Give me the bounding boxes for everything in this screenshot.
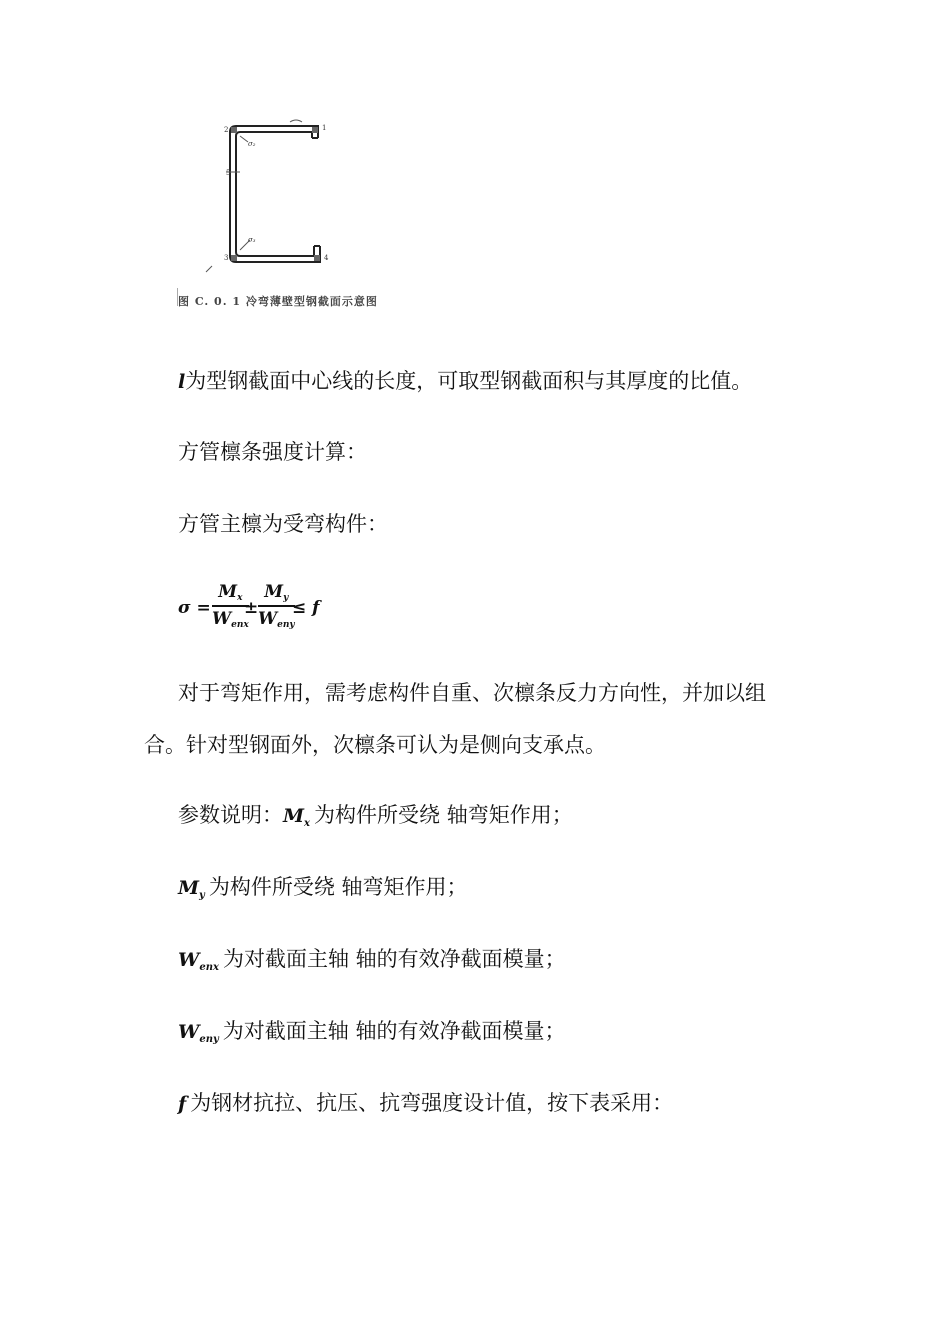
param-my [178, 874, 468, 909]
numerator-sub-x: x [237, 593, 243, 603]
stress-label-2: σ₂ [248, 140, 256, 148]
param-weny-text: 为对截面主轴 轴的有效净截面模量； [222, 1019, 566, 1043]
param-my-text: 为构件所受绕 轴弯矩作用； [208, 875, 468, 899]
symbol-w: W [178, 949, 200, 971]
param-f [178, 1090, 673, 1118]
param-wenx [178, 946, 566, 981]
numerator-m: M [264, 582, 284, 602]
symbol-m: M [178, 877, 200, 899]
channel-outer-outline [230, 126, 320, 262]
stress-label-3: σ₃ [248, 236, 256, 244]
symbol-w: W [178, 1021, 200, 1043]
point-label-5: 5 [226, 169, 231, 177]
paragraph-l-definition [178, 368, 752, 396]
formula-relation: ≤ f [292, 598, 320, 618]
point-label-2: 2 [224, 126, 229, 134]
fraction-bar [258, 605, 295, 607]
denominator-sub-eny: eny [277, 619, 295, 630]
paragraph-moment-combination-line1: 对于弯矩作用，需考虑构件自重、次檩条反力方向性，并加以组 [178, 681, 766, 705]
symbol-f: f [178, 1093, 187, 1115]
param-f-text: 为钢材抗拉、抗压、抗弯强度设计值，按下表采用： [190, 1091, 674, 1115]
point-label-1: 1 [322, 124, 327, 132]
fraction-my-weny [258, 582, 295, 630]
denominator-w: W [212, 608, 232, 629]
symbol-sub-enx: enx [199, 962, 219, 973]
symbol-sub-eny: eny [199, 1034, 219, 1045]
symbol-l: l [178, 371, 186, 393]
param-mx [178, 802, 573, 837]
param-prefix: 参数说明： [178, 803, 283, 827]
formula-plus-minus: ± [244, 598, 259, 618]
figure-caption: 图 C. 0. 1 冷弯薄壁型钢截面示意图 [178, 295, 378, 308]
heading-main-purlin: 方管主檩为受弯构件： [178, 512, 388, 536]
numerator-sub-y: y [283, 593, 289, 603]
paragraph-moment-combination-line2: 合。针对型钢面外，次檩条可认为是侧向支承点。 [144, 733, 606, 757]
point-label-4: 4 [324, 254, 329, 262]
symbol-sub-y: y [199, 890, 205, 901]
param-wenx-text: 为对截面主轴 轴的有效净截面模量； [222, 947, 566, 971]
l-definition-text: 为型钢截面中心线的长度，可取型钢截面积与其厚度的比值。 [185, 369, 753, 393]
heading-purlin-strength: 方管檩条强度计算： [178, 440, 367, 464]
channel-section-figure [200, 112, 340, 282]
numerator-m: M [218, 582, 238, 602]
point-label-3: 3 [224, 254, 229, 262]
denominator-w: W [258, 608, 278, 629]
symbol-m: M [283, 805, 305, 827]
param-mx-text: 为构件所受绕 轴弯矩作用； [314, 803, 573, 827]
denominator-sub-enx: enx [231, 619, 249, 630]
symbol-sub-x: x [304, 818, 311, 829]
param-weny [178, 1018, 565, 1053]
formula-lhs: σ = [178, 598, 211, 618]
